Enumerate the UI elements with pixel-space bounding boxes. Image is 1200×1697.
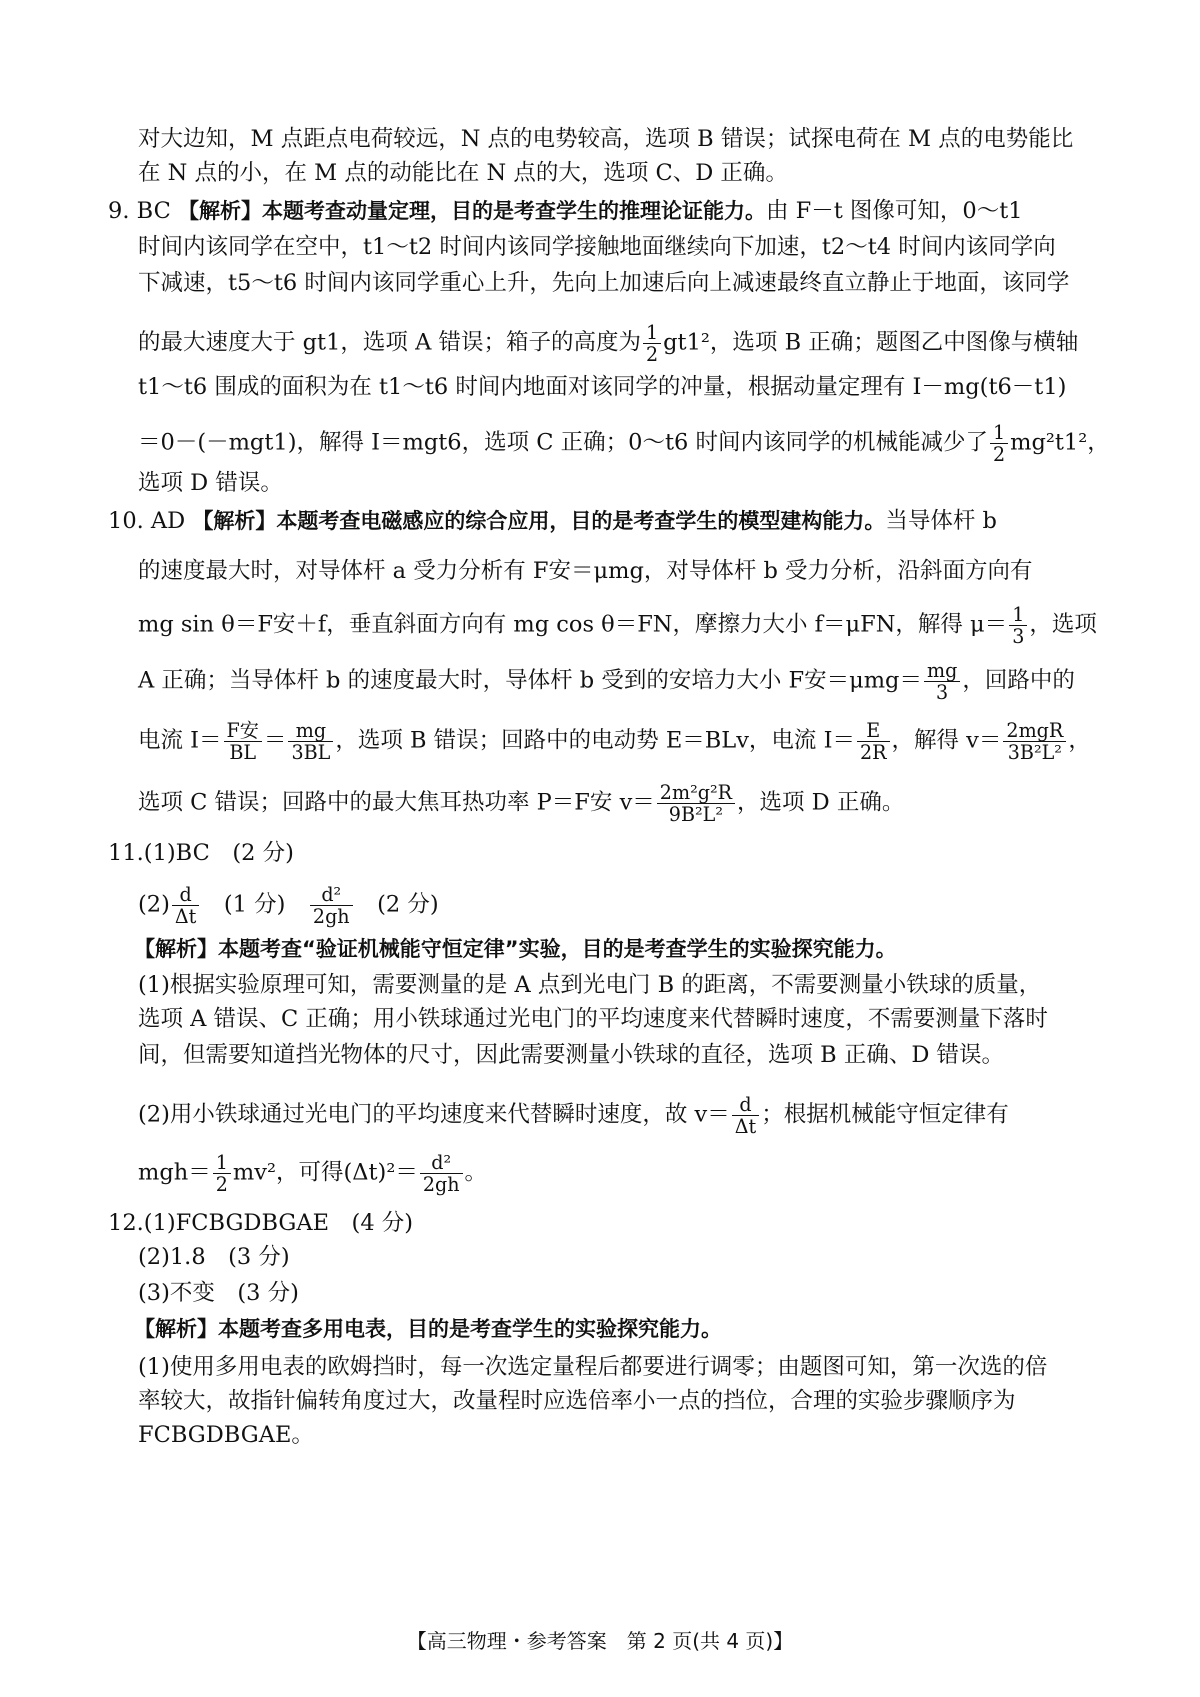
q11-line-2 bbox=[138, 884, 1088, 927]
q9-line-6b: mg²t1²， bbox=[1010, 429, 1110, 456]
q11-para-1: (1)根据实验原理可知，需要测量的是 A 点到光电门 B 的距离，不需要测量小铁球的质量， bbox=[138, 972, 1042, 998]
q9-line-4a: 的最大速度大于 gt1，选项 A 错误；箱子的高度为 bbox=[138, 329, 641, 356]
q9-line-1-rest: 由 F－t 图像可知，0～t1 bbox=[765, 198, 1023, 224]
fraction-d-over-dt: $\frac{d}{\Delta t}$ bbox=[172, 884, 199, 927]
fraction-mg-over-3: $\frac{mg}{3}$ bbox=[924, 660, 960, 703]
q11-para-2: 选项 A 错误、C 正确；用小铁球通过光电门的平均速度来代替瞬时速度，不需要测量下落时 bbox=[138, 1006, 1048, 1032]
q11-answer-2a: (2) bbox=[138, 891, 170, 918]
fraction-e-over-2r: $\frac{E}{2R}$ bbox=[857, 720, 890, 763]
q10-line-6a: 选项 C 错误；回路中的最大焦耳热功率 P＝F安 v＝ bbox=[138, 789, 655, 816]
fraction-third: $\frac{1}{3}$ bbox=[1009, 604, 1027, 647]
q10-line-6 bbox=[138, 782, 1088, 825]
q9-line-4b: gt1²，选项 B 正确；题图乙中图像与横轴 bbox=[663, 329, 1079, 356]
q11-analysis-heading: 【解析】本题考查“验证机械能守恒定律”实验，目的是考查学生的实验探究能力。 bbox=[134, 937, 897, 961]
q10-line-5c: ，解得 v＝ bbox=[891, 727, 1002, 754]
fraction-velocity: $\frac{\text{2mgR}}{\text{3B²L²}}$ bbox=[1003, 720, 1066, 763]
q12-answer-2: (2)1.8 (3 分) bbox=[138, 1244, 290, 1270]
q12-answer-3: (3)不变 (3 分) bbox=[138, 1280, 299, 1306]
q9-line-5: t1～t6 围成的面积为在 t1～t6 时间内地面对该同学的冲量，根据动量定理有 I－mg(t6－t1) bbox=[138, 374, 1067, 400]
q11-answer-2c: (2 分) bbox=[377, 891, 439, 918]
q10-line-4b: ，回路中的 bbox=[962, 667, 1075, 694]
q12-para-3: FCBGDBGAE。 bbox=[138, 1422, 314, 1448]
q11-para-3: 间，但需要知道挡光物体的尺寸，因此需要测量小铁球的直径，选项 B 正确、D 错误。 bbox=[138, 1042, 1005, 1068]
q9-line-6a: ＝0－(－mgt1)，解得 I＝mgt6，选项 C 正确；0～t6 时间内该同学的机械能减少了 bbox=[138, 429, 988, 456]
q10-line-5b: ，选项 B 错误；回路中的电动势 E＝BLv，电流 I＝ bbox=[335, 727, 855, 754]
fraction-d2-over-2gh: $\frac{\text{d²}}{2gh}$ bbox=[420, 1152, 463, 1195]
q11-para-5b: mv²，可得(Δt)²＝ bbox=[232, 1159, 418, 1186]
q9-line-4 bbox=[138, 322, 1088, 365]
q12-para-1: (1)使用多用电表的欧姆挡时，每一次选定量程后都要进行调零；由题图可知，第一次选的倍 bbox=[138, 1354, 1048, 1380]
q11-answer-1: (1)BC (2 分) bbox=[143, 840, 294, 866]
q12-analysis-heading: 【解析】本题考查多用电表，目的是考查学生的实验探究能力。 bbox=[134, 1317, 722, 1341]
fraction-half: $\frac{1}{2}$ bbox=[643, 322, 661, 365]
q9-intro: 本题考查动量定理，目的是考查学生的推理论证能力。 bbox=[261, 199, 766, 223]
q9-line-6 bbox=[138, 421, 1110, 467]
q11-number: 11. bbox=[108, 840, 144, 866]
q9-number: 9. BC bbox=[108, 198, 171, 224]
q10-line-3b: ，选项 bbox=[1029, 611, 1097, 638]
q11-answer-2b: (1 分) bbox=[223, 891, 286, 918]
q11-para-4a: (2)用小铁球通过光电门的平均速度来代替瞬时速度，故 v＝ bbox=[138, 1101, 730, 1128]
q11-line-1 bbox=[108, 838, 1058, 868]
fraction-f-over-bl: $\frac{\text{F安}}{BL}$ bbox=[224, 720, 262, 763]
q8-line-2: 在 N 点的小，在 M 点的动能比在 N 点的大，选项 C、D 正确。 bbox=[138, 160, 788, 186]
q10-line-4 bbox=[138, 660, 1088, 703]
q9-line-7: 选项 D 错误。 bbox=[138, 470, 283, 496]
fraction-d-over-dt: $\frac{d}{\Delta t}$ bbox=[732, 1094, 759, 1137]
q10-line-1-rest: 当导体杆 b bbox=[885, 508, 997, 534]
q10-line-1 bbox=[108, 506, 1058, 536]
fraction-half: $\frac{1}{2}$ bbox=[990, 422, 1008, 465]
q10-line-5: 电流 I＝ $\frac{\text{F安}}{BL}$ ＝ $\frac{mg}{3BL}$ ，选项 B 错误；回路中的电动势 E＝BLv，电流 I＝ $\frac{E}{2R}$ ，解得 v＝ $\frac{\text{2mgR}}{\text{3B²L²}}$ ， bbox=[138, 719, 1091, 765]
q11-para-5 bbox=[138, 1152, 1088, 1195]
q10-line-5a: 电流 I＝ bbox=[138, 727, 222, 754]
q12-para-2: 率较大，故指针偏转角度过大，改量程时应选倍率小一点的挡位，合理的实验步骤顺序为 bbox=[138, 1388, 1016, 1414]
q10-analysis-tag: 【解析】 bbox=[192, 509, 277, 533]
q12-intro: 本题考查多用电表，目的是考查学生的实验探究能力。 bbox=[218, 1317, 722, 1341]
q11-para-5c: 。 bbox=[464, 1159, 488, 1186]
q9-line-2: 时间内该同学在空中，t1～t2 时间内该同学接触地面继续向下加速，t2～t4 时间内该同学向 bbox=[138, 234, 1056, 260]
q8-line-1: 对大边知，M 点距点电荷较远，N 点的电势较高，选项 B 错误；试探电荷在 M 点的电势能比 bbox=[138, 126, 1074, 152]
q11-para-4 bbox=[138, 1094, 1088, 1137]
q10-line-6b: ，选项 D 正确。 bbox=[737, 789, 905, 816]
q9-line-3: 下减速，t5～t6 时间内该同学重心上升，先向上加速后向上减速最终直立静止于地面，该同学 bbox=[138, 270, 1070, 296]
q10-line-3 bbox=[138, 603, 1097, 649]
q10-line-2: 的速度最大时，对导体杆 a 受力分析有 F安＝μmg，对导体杆 b 受力分析，沿斜面方向有 bbox=[138, 558, 1033, 584]
q11-intro: 本题考查“验证机械能守恒定律”实验，目的是考查学生的实验探究能力。 bbox=[218, 937, 897, 961]
fraction-power: $\frac{\text{2m²g²R}}{\text{9B²L²}}$ bbox=[657, 782, 735, 825]
fraction-d2-over-2gh: $\frac{\text{d²}}{2gh}$ bbox=[310, 884, 353, 927]
q12-answer-1: (1)FCBGDBGAE (4 分) bbox=[143, 1210, 414, 1236]
q10-line-3a: mg sin θ＝F安＋f，垂直斜面方向有 mg cos θ＝FN，摩擦力大小 f＝μFN，解得 μ＝ bbox=[138, 611, 1008, 638]
q10-line-4a: A 正确；当导体杆 b 的速度最大时，导体杆 b 受到的安培力大小 F安＝μmg＝ bbox=[138, 667, 922, 694]
q12-line-1 bbox=[108, 1208, 1058, 1238]
page-footer: 【高三物理・参考答案 第 2 页(共 4 页)】 bbox=[406, 1629, 794, 1653]
q11-para-4b: ；根据机械能守恒定律有 bbox=[761, 1101, 1009, 1128]
q10-number: 10. AD bbox=[108, 508, 186, 534]
q12-number: 12. bbox=[108, 1210, 144, 1236]
q9-line-1 bbox=[108, 196, 1058, 226]
q11-para-5a: mgh＝ bbox=[138, 1159, 211, 1186]
q9-analysis-tag: 【解析】 bbox=[177, 199, 262, 223]
q10-intro: 本题考查电磁感应的综合应用，目的是考查学生的模型建构能力。 bbox=[276, 509, 886, 533]
fraction-half: $\frac{1}{2}$ bbox=[213, 1152, 231, 1195]
fraction-mg-over-3bl: $\frac{mg}{3BL}$ bbox=[288, 720, 333, 763]
